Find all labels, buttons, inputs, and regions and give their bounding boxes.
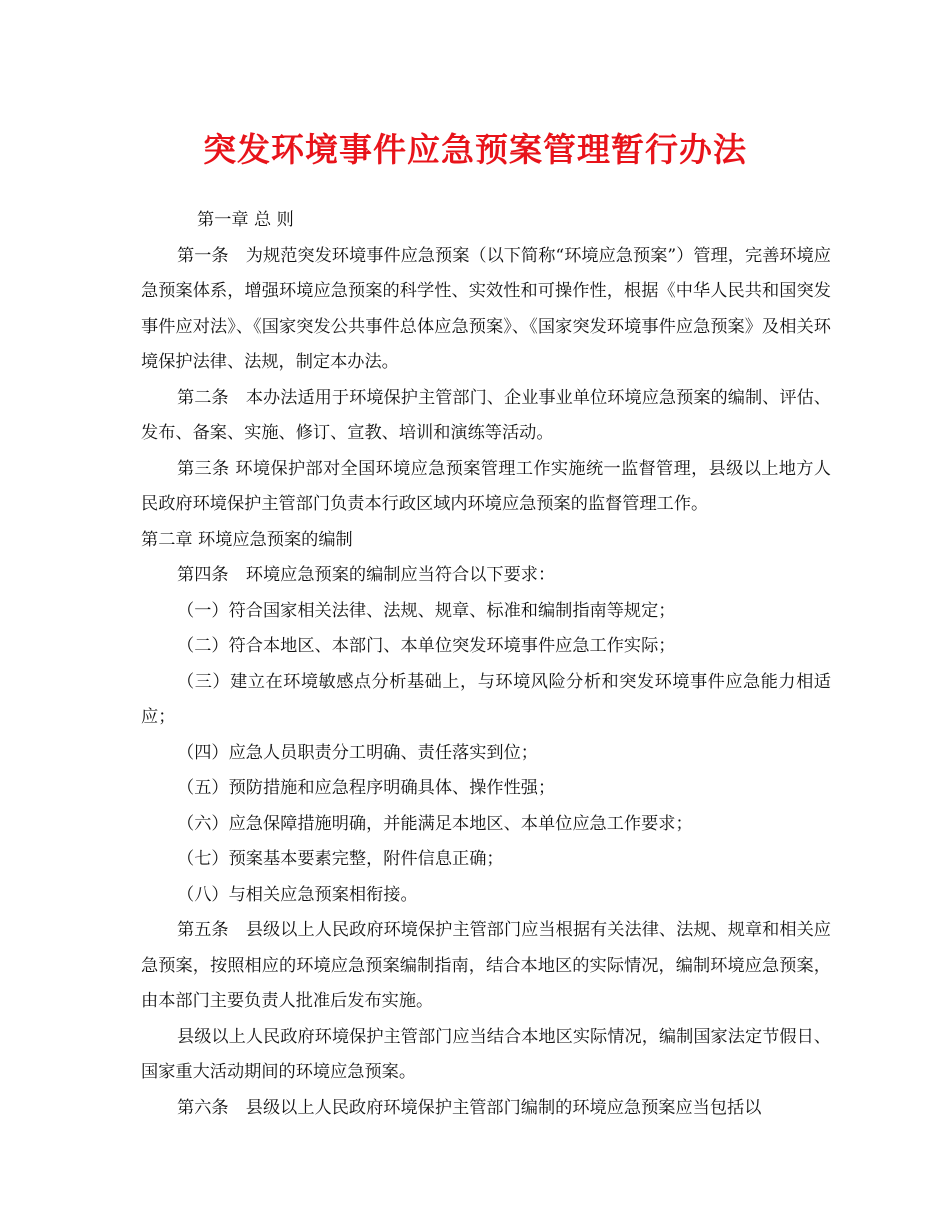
article-3: 第三条 环境保护部对全国环境应急预案管理工作实施统一监督管理，县级以上地方人民政府环境保护主管部门负责本行政区域内环境应急预案的监督管理工作。 bbox=[141, 458, 831, 514]
article-1: 第一条 为规范突发环境事件应急预案（以下简称“环境应急预案”）管理，完善环境应急预案体系，增强环境应急预案的科学性、实效性和可操作性，根据《中华人民共和国突发事件应对法》、《国家突发公共事件总体应急预案》、《国家突发环境事件应急预案》及相关环境保护法律、法规，制定本办法。 bbox=[141, 245, 831, 372]
chapter-heading-2: 第二章 环境应急预案的编制 bbox=[141, 529, 353, 550]
list-item-3: （三）建立在环境敏感点分析基础上，与环境风险分析和突发环境事件应急能力相适应； bbox=[141, 671, 831, 727]
article-5: 第五条 县级以上人民政府环境保护主管部门应当根据有关法律、法规、规章和相关应急预案，按照相应的环境应急预案编制指南，结合本地区的实际情况，编制环境应急预案，由本部门主要负责人批准后发布实施。 bbox=[141, 920, 831, 1011]
chapter-heading-1: 第一章 总 则 bbox=[197, 210, 294, 230]
list-item-4: （四）应急人员职责分工明确、责任落实到位； bbox=[177, 742, 538, 763]
article-6: 第六条 县级以上人民政府环境保护主管部门编制的环境应急预案应当包括以 bbox=[177, 1097, 762, 1118]
list-item-6: （六）应急保障措施明确，并能满足本地区、本单位应急工作要求； bbox=[177, 813, 693, 834]
list-item-5: （五）预防措施和应急程序明确具体、操作性强； bbox=[177, 778, 556, 798]
list-item-8: （八）与相关应急预案相衔接。 bbox=[177, 884, 418, 905]
list-item-2: （二）符合本地区、本部门、本单位突发环境事件应急工作实际； bbox=[177, 636, 676, 656]
article-5-paragraph-2: 县级以上人民政府环境保护主管部门应当结合本地区实际情况，编制国家法定节假日、国家重大活动期间的环境应急预案。 bbox=[141, 1026, 831, 1082]
document-body bbox=[141, 203, 831, 1126]
list-item-1: （一）符合国家相关法律、法规、规章、标准和编制指南等规定； bbox=[177, 600, 676, 621]
article-2: 第二条 本办法适用于环境保护主管部门、企业事业单位环境应急预案的编制、评估、发布、备案、实施、修订、宣教、培训和演练等活动。 bbox=[141, 387, 831, 443]
article-4: 第四条 环境应急预案的编制应当符合以下要求： bbox=[177, 565, 556, 585]
document-title: 突发环境事件应急预案管理暂行办法 bbox=[203, 130, 747, 169]
list-item-7: （七）预案基本要素完整，附件信息正确； bbox=[177, 849, 504, 869]
